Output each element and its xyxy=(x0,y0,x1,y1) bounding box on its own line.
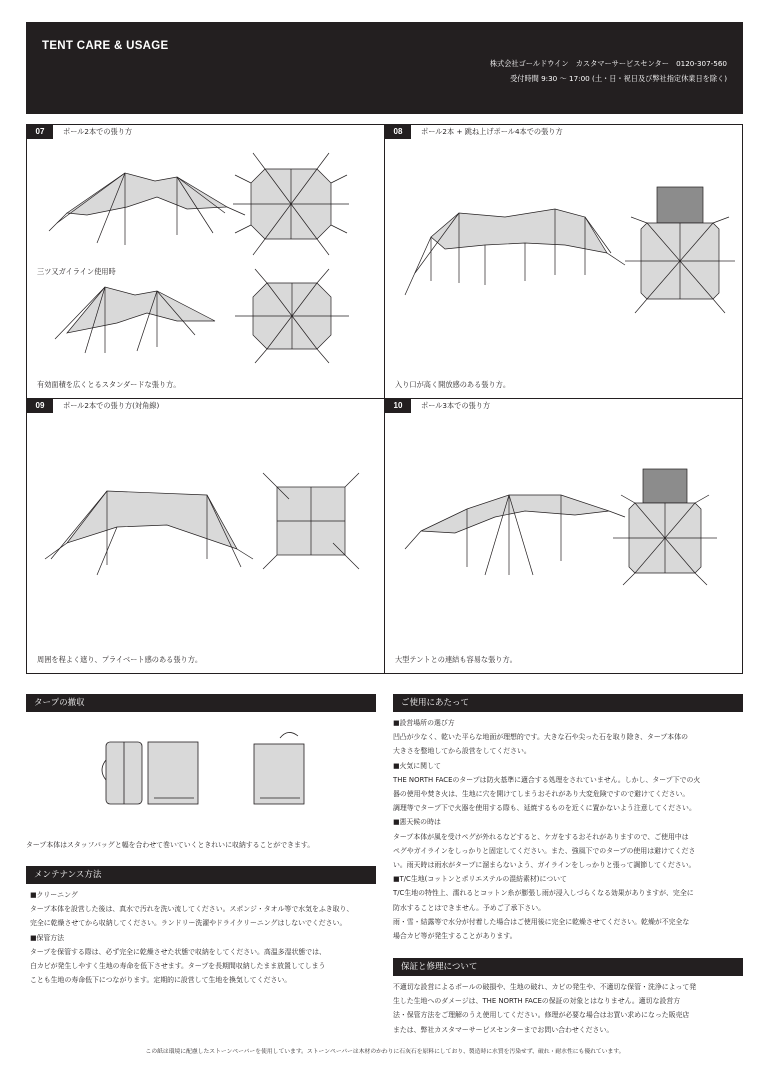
warranty-line: 不適切な設営によるポールの破損や、生地の破れ、カビの発生や、不適切な保管・洗浄によって発 xyxy=(393,983,697,991)
setup-08-illustration xyxy=(385,125,743,399)
setup-08 xyxy=(385,125,743,399)
weather-title: ■悪天候の時は xyxy=(393,818,441,827)
storage-method-line: ことも生地の寿命低下につながります。定期的に設営して生地を換気してください。 xyxy=(30,976,292,985)
warranty-body xyxy=(393,980,745,1037)
fire-line: THE NORTH FACEのタープは防火基準に適合する処理をされていません。しかし、タープ下での火 xyxy=(393,775,701,784)
setup-caption: 入り口が高く開放感のある張り方。 xyxy=(395,380,511,389)
contact-info xyxy=(490,56,727,86)
tc-line: T/C生地の特性上、濡れるとコットン糸が膨張し雨が浸入しづらくなる効果がありますが、完全に xyxy=(393,889,694,898)
warranty-line: 生した生地へのダメージは、THE NORTH FACEの保証の対象とはなりません。適切な設営方 xyxy=(393,997,681,1006)
tc-line: 防水することはできません。予めご了承下さい。 xyxy=(393,903,546,912)
setup-title: ポール2本 + 跳ね上げポール4本での張り方 xyxy=(421,127,563,136)
warranty-line: 法・保管方法をご理解のうえ使用してください。修理が必要な場合はお買い求めになった販売店 xyxy=(393,1011,690,1020)
storage-heading: タープの撤収 xyxy=(26,694,376,712)
weather-line: ペグやガイラインをしっかりと固定してください。また、強風下でのタープの使用は避けてくださ xyxy=(393,846,696,855)
storage-method-title: ■保管方法 xyxy=(30,933,65,942)
warranty-line: または、弊社カスタマーサービスセンターまでお問い合わせください。 xyxy=(393,1025,614,1034)
site-line: 大きさを整地してから設営をしてください。 xyxy=(393,747,531,756)
tc-title: ■T/C生地(コットンとポリエステルの混紡素材)について xyxy=(393,875,567,884)
storage-method-line: タープを保管する際は、必ず完全に乾燥させた状態で収納をしてください。高温多湿状態では、 xyxy=(30,947,326,956)
setup-09 xyxy=(27,399,385,673)
storage-method-line: 白カビが発生しやすく生地の寿命を低下させます。タープを長期間収納したまま放置してしまう xyxy=(30,962,326,971)
site-line: 凹凸が少なく、乾いた平らな地面が理想的です。大きな石や尖った石を取り除き、タープ本体の xyxy=(393,733,688,742)
setup-caption: 周囲を程よく遮り、プライベート感のある張り方。 xyxy=(37,655,203,664)
setup-number: 09 xyxy=(27,399,53,413)
setup-caption: 大型テントとの連結も容易な張り方。 xyxy=(395,655,517,664)
setup-number: 07 xyxy=(27,125,53,139)
maintenance-heading: メンテナンス方法 xyxy=(26,866,376,884)
setup-title: ポール3本での張り方 xyxy=(421,401,491,410)
page-header xyxy=(26,22,743,114)
maintenance-body xyxy=(30,888,382,987)
tc-line: 雨・雪・結露等で水分が付着した場合はご使用後に完全に乾燥させてください。乾燥が不完全な xyxy=(393,917,690,926)
setup-07-illustration xyxy=(27,125,385,399)
weather-line: タープ本体が風を受けペグが外れるなどすると、ケガをするおそれがありますので、ご使用中は xyxy=(393,832,689,841)
setup-number: 08 xyxy=(385,125,411,139)
usage-body xyxy=(393,716,745,943)
fire-line: 調理等でタープ下で火器を使用する際も、延焼するものを近くに置かないよう注意してください。 xyxy=(393,804,696,813)
contact-line: 株式会社ゴールドウイン カスタマーサービスセンター 0120-307-560 xyxy=(489,59,727,68)
site-title: ■設営場所の選び方 xyxy=(393,719,455,727)
fire-line: 器の使用や焚き火は、生地に穴を開けてしまうおそれがあり大変危険ですので避けてください。 xyxy=(393,790,690,799)
setup-grid xyxy=(26,124,743,674)
setup-10 xyxy=(385,399,743,673)
cleaning-line: タープ本体を設営した後は、真水で汚れを洗い流してください。スポンジ・タオル等で水気をふき取り、 xyxy=(30,905,354,914)
weather-line: い。雨天時は雨水がタープに溜まらないよう、ガイラインをしっかりと張って調節してください。 xyxy=(393,861,696,870)
setup-caption: 有効面積を広くとるスタンダードな張り方。 xyxy=(37,380,181,389)
setup-09-illustration xyxy=(27,399,385,673)
tc-line: 場合カビ等が発生することがあります。 xyxy=(393,932,517,941)
cleaning-title: ■クリーニング xyxy=(30,891,78,899)
page-title: TENT CARE & USAGE xyxy=(42,40,169,52)
setup-title: ポール2本での張り方 xyxy=(63,127,133,136)
hours-line: 受付時間 9:30 〜 17:00 (土・日・祝日及び弊社指定休業日を除く) xyxy=(510,74,727,83)
fire-title: ■火気に関して xyxy=(393,761,441,770)
storage-text: タープ本体はスタッフバッグと幅を合わせて巻いていくときれいに収納することができます。 xyxy=(26,841,315,849)
warranty-heading: 保証と修理について xyxy=(393,958,743,976)
setup-number: 10 xyxy=(385,399,411,413)
storage-illustration xyxy=(26,722,376,822)
setup-10-illustration xyxy=(385,399,743,673)
setup-title: ポール2本での張り方(対角線) xyxy=(63,401,160,410)
cleaning-line: 完全に乾燥させてから収納してください。ランドリー洗濯やドライクリーニングはしないでください。 xyxy=(30,919,347,928)
usage-heading: ご使用にあたって xyxy=(393,694,743,712)
sub-label: 三ツ又ガイライン使用時 xyxy=(37,267,116,276)
footer-note: この紙は環境に配慮したストーンペーパーを使用しています。ストーンペーパーは木材のかわりに石灰石を原料にしており、製造時に水質を汚染せず、破れ・耐水性にも優れています。 xyxy=(145,1049,625,1055)
setup-07 xyxy=(27,125,385,399)
